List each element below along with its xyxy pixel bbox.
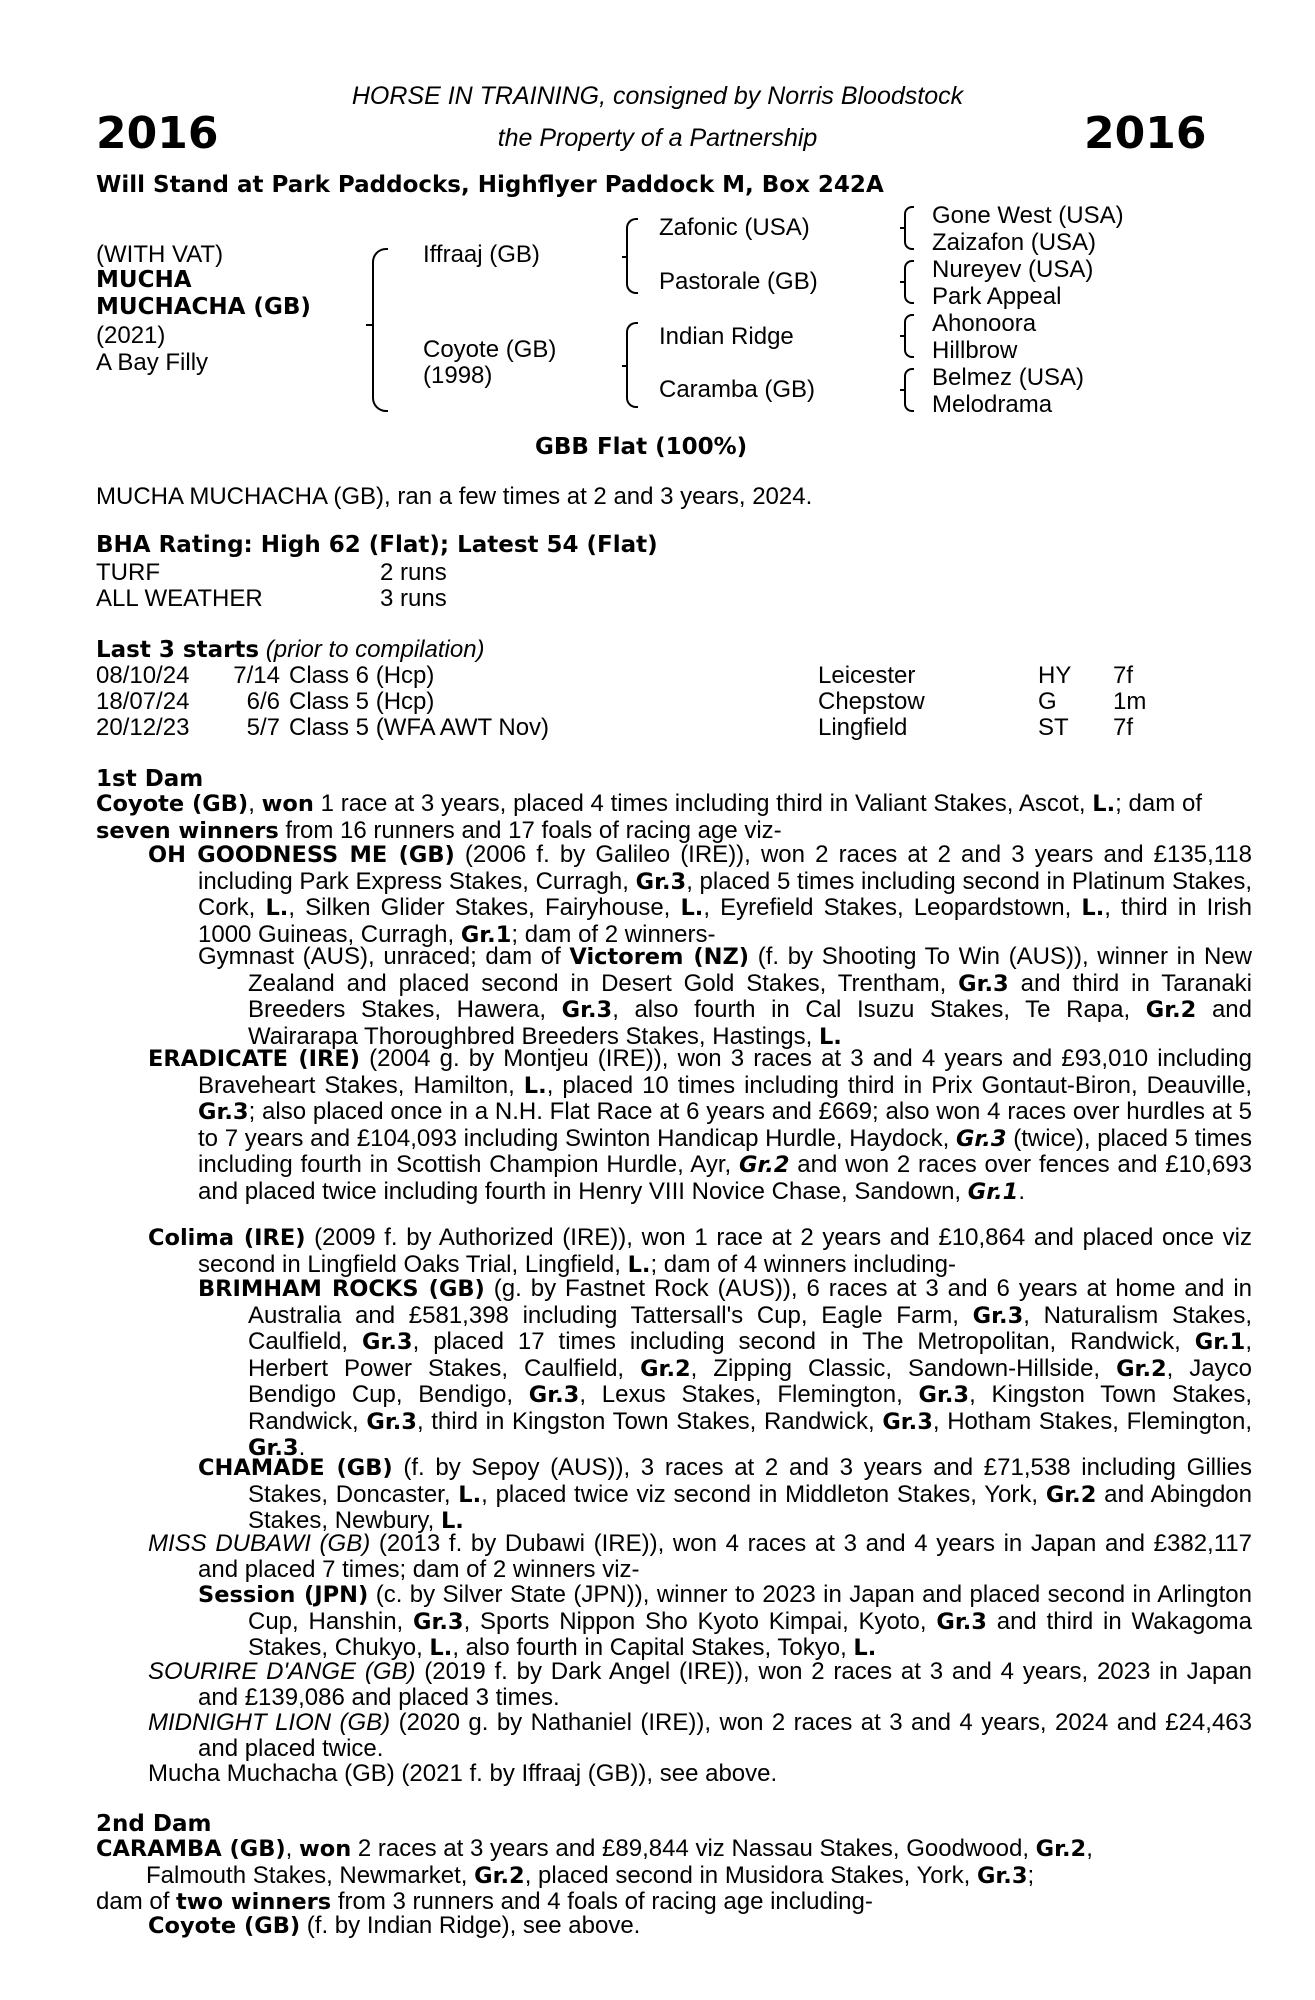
- start-going: HY: [1038, 662, 1072, 689]
- horse-year: (2021): [96, 322, 166, 349]
- race-summary: MUCHA MUCHACHA (GB), ran a few times at 2 and 3 years, 2024.: [96, 483, 813, 510]
- start-course: Leicester: [818, 662, 916, 689]
- rating-aw-label: ALL WEATHER: [96, 585, 263, 612]
- produce-sourire-dange: SOURIRE D'ANGE (GB) (2019 f. by Dark Angel (IRE)), won 2 races at 3 and 4 years, 2023 in Japan and £139,086 and placed 3 times.: [148, 1658, 1252, 1711]
- lot-number-left: 2016: [96, 108, 219, 159]
- start-distance: 7f: [1113, 662, 1134, 689]
- second-dam-text: CARAMBA (GB), won 2 races at 3 years and £89,844 viz Nassau Stakes, Goodwood, Gr.2, Falmouth Stakes, Newmarket, Gr.2, placed second in Musidora Stakes, York, Gr.3; dam of two winners from 3 runners and 4 foals of racing age including-: [96, 1835, 1093, 1915]
- produce-midnight-lion: MIDNIGHT LION (GB) (2020 g. by Nathaniel (IRE)), won 2 races at 3 and 4 years, 2024 and £24,463 and placed twice.: [148, 1709, 1252, 1762]
- start-going: G: [1038, 688, 1057, 715]
- pedigree-g5: Ahonoora: [932, 310, 1037, 337]
- horse-name-1: MUCHA: [96, 267, 192, 293]
- pedigree-g3: Nureyev (USA): [932, 256, 1094, 283]
- g-brace-1: [904, 206, 914, 250]
- produce-session: Session (JPN) (c. by Silver State (JPN)), winner to 2023 in Japan and placed second in Arlington Cup, Hanshin, Gr.3, Sports Nippon Sho Kyoto Kimpai, Kyoto, Gr.3 and third in Wakagoma Stakes, Chukyo, L., also fourth in Capital Stakes, Tokyo, L.: [198, 1581, 1252, 1661]
- produce-oh-goodness-me: OH GOODNESS ME (GB) (2006 f. by Galileo (IRE)), won 2 races at 2 and 3 years and £135,118 including Park Express Stakes, Curragh, Gr.3, placed 5 times including second in Platinum Stakes, Cork, L., Silken Glider Stakes, Fairyhouse, L., Eyrefield Stakes, Leopardstown, L., third in Irish 1000 Guineas, Curragh, Gr.1; dam of 2 winners-: [148, 841, 1253, 948]
- g-brace-3: [904, 314, 914, 358]
- produce-miss-dubawi: MISS DUBAWI (GB) (2013 f. by Dubawi (IRE)), won 4 races at 3 and 4 years in Japan and £382,117 and placed 7 times; dam of 2 winners viz-: [148, 1530, 1252, 1583]
- g-brace-4: [904, 368, 914, 412]
- second-dam-heading: 2nd Dam: [96, 1811, 212, 1837]
- dam-brace: [626, 322, 638, 408]
- start-distance: 1m: [1113, 688, 1147, 715]
- produce-chamade: CHAMADE (GB) (f. by Sepoy (AUS)), 3 races at 2 and 3 years and £71,538 including Gillies Stakes, Doncaster, L., placed twice viz second in Middleton Stakes, York, Gr.2 and Abingdon Stakes, Newbury, L.: [198, 1454, 1253, 1534]
- g-brace-2: [904, 260, 914, 304]
- second-dam-produce-coyote: Coyote (GB) (f. by Indian Ridge), see above.: [148, 1912, 641, 1939]
- gbb-status: GBB Flat (100%): [535, 434, 748, 460]
- pedigree-sire-dam: Pastorale (GB): [659, 268, 818, 295]
- produce-eradicate: ERADICATE (IRE) (2004 g. by Montjeu (IRE)), won 3 races at 3 and 4 years and £93,010 including Braveheart Stakes, Hamilton, L., placed 10 times including third in Prix Gontaut-Biron, Deauville, Gr.3; also placed once in a N.H. Flat Race at 6 years and £669; also won 4 races over hurdles at 5 to 7 years and £104,093 including Swinton Handicap Hurdle, Haydock, Gr.3 (twice), placed 5 times including fourth in Scottish Champion Hurdle, Ayr, Gr.2 and won 2 races over fences and £10,693 and placed twice including fourth in Henry VIII Novice Chase, Sandown, Gr.1.: [148, 1045, 1252, 1205]
- last-starts-title: Last 3 starts: [96, 637, 260, 663]
- pedigree-g4: Park Appeal: [932, 283, 1062, 310]
- pedigree-g7: Belmez (USA): [932, 364, 1085, 391]
- start-date: 08/10/24: [96, 662, 190, 689]
- start-going: ST: [1038, 714, 1069, 741]
- start-position: 5/7: [246, 714, 280, 741]
- sire-brace: [626, 218, 638, 294]
- horse-name-2: MUCHACHA (GB): [96, 294, 311, 320]
- pedigree-sire-sire: Zafonic (USA): [659, 214, 810, 241]
- start-course: Chepstow: [818, 688, 925, 715]
- produce-mucha-muchacha: Mucha Muchacha (GB) (2021 f. by Iffraaj (GB)), see above.: [148, 1760, 778, 1787]
- produce-brimham-rocks: BRIMHAM ROCKS (GB) (g. by Fastnet Rock (AUS)), 6 races at 3 and 6 years at home and in Australia and £581,398 including Tattersall's Cup, Eagle Farm, Gr.3, Naturalism Stakes, Caulfield, Gr.3, placed 17 times including second in The Metropolitan, Randwick, Gr.1, Herbert Power Stakes, Caulfield, Gr.2, Zipping Classic, Sandown-Hillside, Gr.2, Jayco Bendigo Cup, Bendigo, Gr.3, Lexus Stakes, Flemington, Gr.3, Kingston Town Stakes, Randwick, Gr.3, third in Kingston Town Stakes, Randwick, Gr.3, Hotham Stakes, Flemington, Gr.3.: [198, 1275, 1253, 1461]
- stand-location: Will Stand at Park Paddocks, Highflyer Paddock M, Box 242A: [96, 172, 884, 198]
- pedigree-dam-year: (1998): [423, 362, 493, 389]
- rating-aw-runs: 3 runs: [380, 585, 447, 612]
- last-starts-note: (prior to compilation): [265, 636, 485, 663]
- bha-rating: BHA Rating: High 62 (Flat); Latest 54 (Flat): [96, 532, 658, 558]
- start-date: 20/12/23: [96, 714, 190, 741]
- first-dam-heading: 1st Dam: [96, 766, 204, 792]
- rating-turf-runs: 2 runs: [380, 559, 447, 586]
- produce-colima: Colima (IRE) (2009 f. by Authorized (IRE)), won 1 race at 2 years and £10,864 and placed once viz second in Lingfield Oaks Trial, Lingfield, L.; dam of 4 winners including-: [148, 1224, 1252, 1278]
- rating-turf-label: TURF: [96, 559, 160, 586]
- pedigree-g6: Hillbrow: [932, 337, 1018, 364]
- start-distance: 7f: [1113, 714, 1134, 741]
- pedigree-g1: Gone West (USA): [932, 202, 1124, 229]
- horse-description: A Bay Filly: [96, 349, 209, 376]
- start-course: Lingfield: [818, 714, 908, 741]
- pedigree-brace: [372, 248, 388, 412]
- last-starts-heading: [96, 636, 485, 664]
- pedigree-sire: Iffraaj (GB): [423, 241, 540, 268]
- header-consignor: HORSE IN TRAINING, consigned by Norris Bloodstock: [351, 82, 964, 110]
- pedigree-g8: Melodrama: [932, 391, 1053, 418]
- start-race: Class 6 (Hcp): [289, 662, 435, 689]
- first-dam-intro: Coyote (GB), won 1 race at 3 years, placed 4 times including third in Valiant Stakes, Ascot, L.; dam of seven winners from 16 runners and 17 foals of racing age viz-: [96, 790, 1202, 844]
- pedigree-g2: Zaizafon (USA): [932, 229, 1097, 256]
- pedigree-dam-dam: Caramba (GB): [659, 376, 816, 403]
- vat-label: (WITH VAT): [96, 241, 224, 268]
- start-position: 6/6: [246, 688, 280, 715]
- pedigree-dam: Coyote (GB): [423, 336, 557, 363]
- lot-number-right: 2016: [1084, 108, 1207, 159]
- header-property: the Property of a Partnership: [497, 124, 818, 152]
- start-position: 7/14: [233, 662, 280, 689]
- pedigree-dam-sire: Indian Ridge: [659, 323, 794, 350]
- start-race: Class 5 (Hcp): [289, 688, 435, 715]
- produce-gymnast: Gymnast (AUS), unraced; dam of Victorem (NZ) (f. by Shooting To Win (AUS)), winner in New Zealand and placed second in Desert Gold Stakes, Trentham, Gr.3 and third in Taranaki Breeders Stakes, Hawera, Gr.3, also fourth in Cal Isuzu Stakes, Te Rapa, Gr.2 and Wairarapa Thoroughbred Breeders Stakes, Hastings, L.: [198, 943, 1253, 1050]
- start-date: 18/07/24: [96, 688, 190, 715]
- start-race: Class 5 (WFA AWT Nov): [289, 714, 550, 741]
